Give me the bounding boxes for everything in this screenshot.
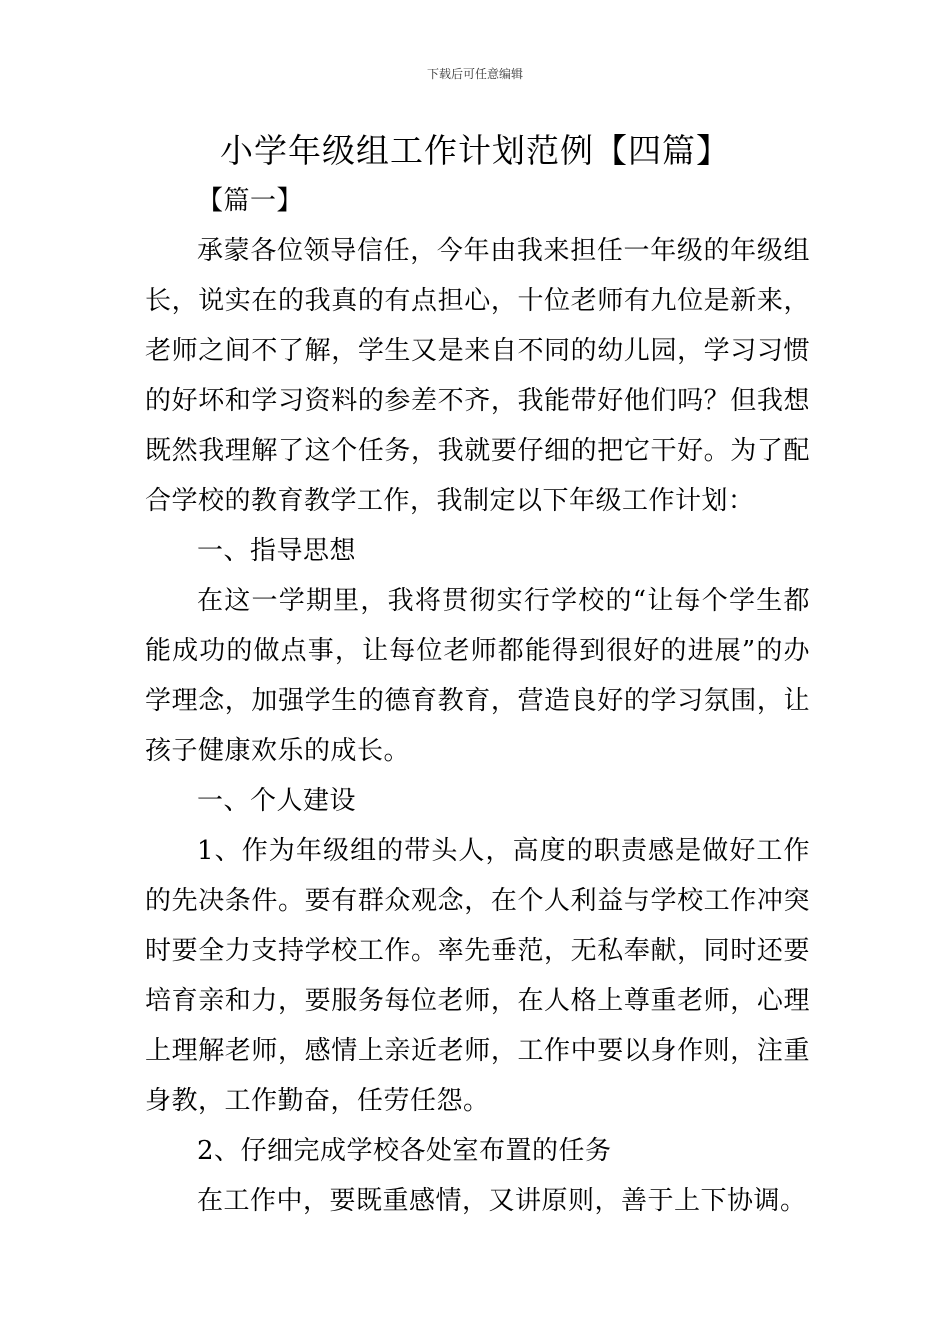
heading-complete-tasks: 2、仔细完成学校各处室布置的任务 <box>197 1136 612 1166</box>
document-title: 小学年级组工作计划范例【四篇】 <box>220 131 730 170</box>
heading-personal-development: 一、个人建设 <box>197 786 357 816</box>
paragraph-intro: 承蒙各位领导信任，今年由我来担任一年级的年级组长，说实在的我真的有点担心，十位老师有九位是新来，老师之间不了解，学生又是来自不同的幼儿园，学习习惯的好坏和学习资料的参差不齐，我能带好他们吗？但我想既然我理解了这个任务，我就要仔细的把它干好。为了配合学校的教育教学工作，我制定以下年级工作计划： <box>145 236 810 516</box>
document-body <box>145 176 810 1226</box>
paragraph-coordination: 在工作中，要既重感情，又讲原则，善于上下协调。 <box>197 1186 807 1216</box>
paragraph-responsibility: 1、作为年级组的带头人，高度的职责感是做好工作的先决条件。要有群众观念，在个人利益与学校工作冲突时要全力支持学校工作。率先垂范，无私奉献，同时还要培育亲和力，要服务每位老师，在人格上尊重老师，心理上理解老师，感情上亲近老师，工作中要以身作则，注重身教，工作勤奋，任劳任怨。 <box>145 836 810 1116</box>
section-label-part-one: 【篇一】 <box>197 186 304 216</box>
header-note: 下载后可任意编辑 <box>426 67 523 81</box>
paragraph-guiding-thought: 在这一学期里，我将贯彻实行学校的“让每个学生都能成功的做点事，让每位老师都能得到很好的进展”的办学理念，加强学生的德育教育，营造良好的学习氛围，让孩子健康欢乐的成长。 <box>145 586 810 766</box>
heading-guiding-thought: 一、指导思想 <box>197 536 357 566</box>
